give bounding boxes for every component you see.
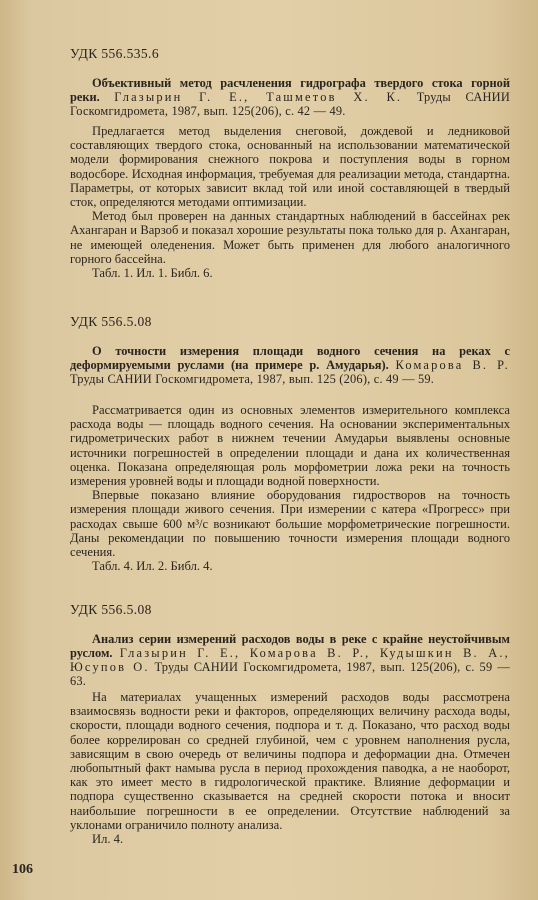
article-source: Труды САНИИ Госкомгидромета, 1987, вып. 125(206), с. 59 — 63.	[70, 660, 510, 688]
reference	[70, 344, 510, 386]
page-number: 106	[12, 862, 33, 877]
abstract-stats: Ил. 4.	[92, 832, 124, 847]
abstract-stats: Табл. 4. Ил. 2. Библ. 4.	[92, 559, 213, 574]
article-source: Труды САНИИ Госкомгидромета, 1987, вып. 125 (206), с. 49 — 59.	[70, 372, 435, 386]
reference	[70, 76, 510, 118]
udk-code: УДК 556.535.6	[70, 46, 159, 61]
article-source: Труды САНИИ Госкомгидромета, 1987, вып. 125(206), с. 42 — 49.	[70, 90, 510, 118]
abstract	[70, 124, 510, 280]
abstract-paragraph: Рассматривается один из основных элементов измерительного комплекса расхода воды — площадь водного сечения. На основании экспериментальных гидрометрических работ в нижнем течении Амударьи выявлены основные источники погрешностей в определении площади и дана их количественная оценка. Показана определяющая роль морфометрии ложа реки на точность измерения уровней воды и площади водной поверхности.	[70, 403, 510, 489]
article-title: О точности измерения площади водного сечения на реках с деформируемыми руслами (на примере р. Амударья).	[70, 344, 510, 372]
article-authors: Глазырин Г. Е., Ташметов Х. К.	[114, 90, 403, 104]
abstract-paragraph: Метод был проверен на данных стандартных наблюдений в бассейнах рек Ахангаран и Варзоб и показал хорошие результаты пока только для р. Ахангаран, не имеющей оледенения. Может быть применен для любого аналогичного горного бассейна.	[70, 209, 510, 266]
abstract-paragraph: Предлагается метод выделения снеговой, дождевой и ледниковой составляющих твердого стока, основанный на использовании математической модели формирования снежного покрова и поступления воды в горном водосборе. Исходная информация, требуемая для реализации метода, стандартна. Параметры, от которых зависит вклад той или иной составляющей в твердый сток, определяются методами оптимизации.	[70, 124, 510, 210]
article-authors: Комарова В. Р.	[395, 358, 510, 372]
article-title: Анализ серии измерений расходов воды в реке с крайне неустойчивым руслом.	[70, 632, 510, 660]
article-title: Объективный метод расчленения гидрографа твердого стока горной реки.	[70, 76, 510, 104]
abstract-paragraph: Впервые показано влияние оборудования гидростворов на точность измерения площади живого сечения. При измерении с катера «Прогресс» при расходах свыше 600 м³/с возникают большие морфометрические погрешности. Даны рекомендации по повышению точности измерения площади водного сечения.	[70, 488, 510, 560]
udk-code: УДК 556.5.08	[70, 314, 152, 329]
article-authors: Глазырин Г. Е., Комарова В. Р., Кудышкин В. А., Юсупов О.	[70, 646, 510, 674]
abstract-paragraph: На материалах учащенных измерений расходов воды рассмотрена взаимосвязь водности реки и факторов, определяющих величину расхода воды, скорости, площади водного сечения, подпора и т. д. Показано, что расход воды более коррелирован со средней глубиной, чем с уровнем наполнения русла, зависящим в свою очередь от величины подпора и деформации дна. Отмечен любопытный факт намыва русла в период прохождения паводка, а не наоборот, как это имеет место в гидрологической практике. Влияние деформации и подпора существенно сказывается на средней скорости потока и вносит наибольшие погрешности в ее определении. Отсутствие наблюдений за уклонами ограничило полноту анализа.	[70, 690, 510, 832]
abstract	[70, 690, 510, 846]
reference	[70, 632, 510, 688]
abstract	[70, 403, 510, 573]
abstract-stats: Табл. 1. Ил. 1. Библ. 6.	[92, 266, 213, 281]
udk-code: УДК 556.5.08	[70, 602, 152, 617]
